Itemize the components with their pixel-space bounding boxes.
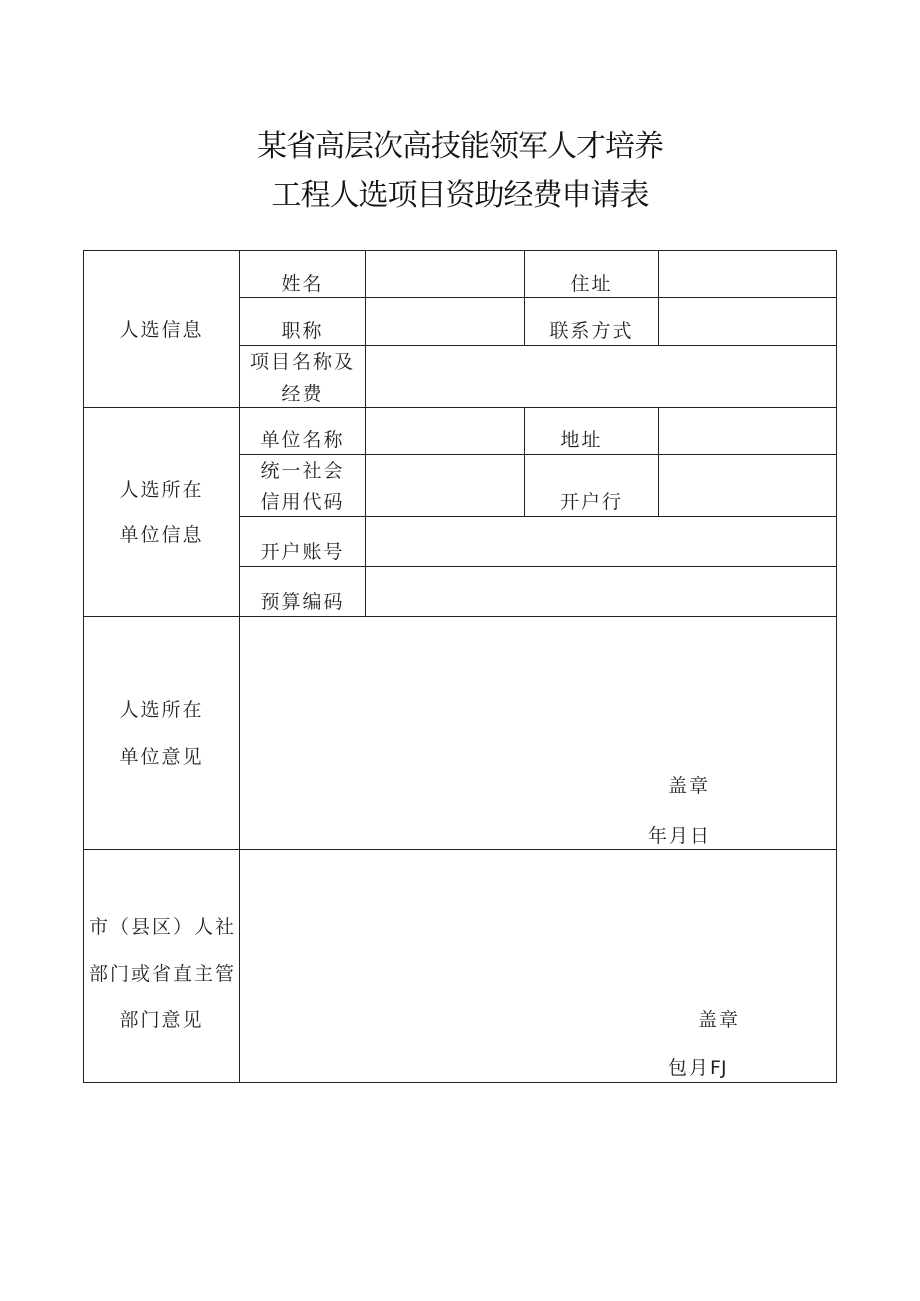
job-title-label: 职称: [281, 320, 324, 342]
address-label: 住址: [570, 273, 613, 295]
column-divider: [365, 250, 366, 345]
table-border-top: [83, 250, 837, 251]
dept-date-part2: FJ: [710, 1057, 727, 1079]
dept-opinion-label-line2: 部门或省直主管: [89, 963, 237, 985]
section-divider: [83, 407, 837, 408]
unit-opinion-label-line2: 单位意见: [119, 746, 204, 768]
section-divider: [83, 616, 837, 617]
dept-opinion-label-line1: 市（县区）人社: [89, 916, 237, 938]
form-title-line1: 某省高层次高技能领军人才培养: [257, 129, 663, 164]
unit-info-section-label-line1: 人选所在: [119, 479, 204, 501]
column-divider: [658, 407, 659, 516]
unit-date-label: 年月日: [648, 825, 712, 847]
dept-date-label: [668, 1052, 727, 1084]
dept-seal-label: 盖章: [698, 1009, 741, 1031]
unit-opinion-label-line1: 人选所在: [119, 699, 204, 721]
section-divider: [83, 849, 837, 850]
account-label: 开户账号: [260, 541, 345, 563]
column-divider: [365, 345, 366, 407]
budget-code-label: 预算编码: [260, 591, 345, 613]
column-divider: [365, 407, 366, 616]
candidate-info-section-label: 人选信息: [119, 319, 204, 341]
bank-label: 开户行: [559, 491, 623, 513]
table-border-left: [83, 250, 84, 1083]
form-title-line2: 工程人选项目资助经费申请表: [271, 178, 649, 213]
dept-date-part1: 包月: [668, 1057, 711, 1079]
unit-info-section-label-line2: 单位信息: [119, 524, 204, 546]
contact-label: 联系方式: [549, 320, 634, 342]
unit-seal-label: 盖章: [668, 775, 711, 797]
name-label: 姓名: [281, 273, 324, 295]
credit-code-label-line1: 统一社会: [260, 460, 345, 482]
table-border-right: [836, 250, 837, 1083]
credit-code-label-line2: 信用代码: [260, 491, 345, 513]
column-divider: [658, 250, 659, 345]
project-label-line1: 项目名称及: [249, 351, 355, 373]
unit-name-label: 单位名称: [260, 429, 345, 451]
unit-address-label: 地址: [560, 429, 603, 451]
dept-opinion-label-line3: 部门意见: [119, 1009, 204, 1031]
project-label-line2: 经费: [281, 383, 324, 405]
